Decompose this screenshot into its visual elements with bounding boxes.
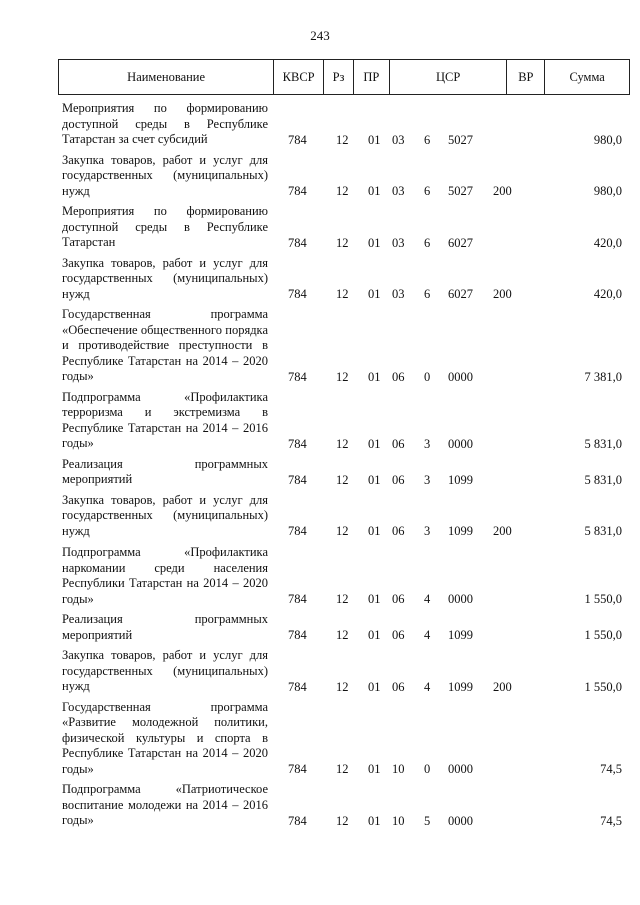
- cell-csr1: 10: [392, 813, 405, 828]
- cell-csr2: 4: [424, 628, 431, 642]
- row-name: Закупка товаров, работ и услуг для государственных (муниципальных) нужд: [62, 255, 268, 301]
- cell-kvsr: 784: [288, 287, 307, 301]
- cell-vr: 200: [493, 524, 512, 538]
- cell-sum: 5 831,0: [584, 472, 622, 487]
- header-csr: ЦСР: [390, 60, 508, 94]
- table-header: [58, 59, 630, 95]
- cell-csr1: 03: [392, 235, 405, 250]
- row-values: [62, 591, 622, 607]
- table-row: [62, 204, 622, 251]
- row-name: Подпрограмма «Профилактика терроризма и экстремизма в Республике Татарстан на 2014 – 2016 годы»: [62, 389, 268, 450]
- row-values: [62, 286, 622, 302]
- cell-csr2: 6: [424, 184, 431, 198]
- cell-vr: 200: [493, 287, 512, 301]
- cell-rz: 12: [336, 762, 349, 776]
- cell-csr3: 0000: [448, 592, 473, 606]
- table-row: [62, 612, 622, 643]
- cell-csr2: 0: [424, 762, 431, 776]
- cell-csr1: 06: [392, 472, 405, 487]
- cell-kvsr: 784: [288, 235, 307, 250]
- cell-kvsr: 784: [288, 628, 307, 642]
- cell-rz: 12: [336, 184, 349, 198]
- cell-csr2: 0: [424, 369, 431, 384]
- cell-rz: 12: [336, 436, 349, 451]
- cell-pr: 01: [368, 235, 381, 250]
- cell-csr2: 5: [424, 813, 431, 828]
- cell-pr: 01: [368, 679, 381, 694]
- header-sum: Сумма: [569, 69, 605, 84]
- row-name: Закупка товаров, работ и услуг для государственных (муниципальных) нужд: [62, 152, 268, 198]
- row-values: [62, 679, 622, 695]
- cell-sum: 1 550,0: [584, 628, 622, 642]
- cell-pr: 01: [368, 762, 381, 776]
- header-rz: Рз: [324, 60, 354, 94]
- cell-pr: 01: [368, 184, 381, 198]
- cell-kvsr: 784: [288, 184, 307, 198]
- cell-kvsr: 784: [288, 679, 307, 694]
- cell-pr: 01: [368, 132, 381, 147]
- row-name: Подпрограмма «Профилактика наркомании среди населения Республики Татарстан на 2014 – 2020 годы»: [62, 545, 268, 606]
- header-pr: ПР: [354, 60, 390, 94]
- cell-csr1: 06: [392, 369, 405, 384]
- cell-csr3: 5027: [448, 132, 473, 147]
- table-row: [62, 493, 622, 540]
- header-name: Наименование: [59, 60, 274, 94]
- cell-csr3: 1099: [448, 628, 473, 642]
- header-kvsr: КВСР: [274, 60, 324, 94]
- row-values: [62, 523, 622, 539]
- cell-pr: 01: [368, 628, 381, 642]
- table-row: [62, 545, 622, 607]
- cell-kvsr: 784: [288, 369, 307, 384]
- table-body: [62, 96, 622, 829]
- cell-csr3: 5027: [448, 184, 473, 198]
- cell-sum: 5 831,0: [584, 524, 622, 538]
- cell-csr1: 03: [392, 184, 405, 198]
- row-name: Государственная программа «Обеспечение общественного порядка и противодействие преступности в Республике Татарстан на 2014 – 2020 годы»: [62, 307, 268, 383]
- cell-pr: 01: [368, 369, 381, 384]
- row-name: Мероприятия по формированию доступной среды в Республике Татарстан за счет субсидий: [62, 101, 268, 146]
- cell-pr: 01: [368, 524, 381, 538]
- cell-pr: 01: [368, 436, 381, 451]
- cell-pr: 01: [368, 472, 381, 487]
- cell-vr: 200: [493, 184, 512, 198]
- row-values: [62, 369, 622, 385]
- cell-csr2: 6: [424, 235, 431, 250]
- table-row: [62, 101, 622, 148]
- cell-kvsr: 784: [288, 592, 307, 606]
- cell-csr2: 6: [424, 287, 431, 301]
- cell-rz: 12: [336, 628, 349, 642]
- cell-sum: 420,0: [593, 287, 622, 301]
- cell-rz: 12: [336, 592, 349, 606]
- cell-csr2: 3: [424, 524, 431, 538]
- cell-sum: 420,0: [593, 235, 622, 250]
- cell-rz: 12: [336, 813, 349, 828]
- row-values: [62, 472, 622, 488]
- cell-kvsr: 784: [288, 132, 307, 147]
- cell-kvsr: 784: [288, 524, 307, 538]
- cell-csr3: 1099: [448, 524, 473, 538]
- row-name: Подпрограмма «Патриотическое воспитание молодежи на 2014 – 2016 годы»: [62, 782, 268, 827]
- row-values: [62, 183, 622, 199]
- cell-csr2: 3: [424, 436, 431, 451]
- row-name: Мероприятия по формированию доступной среды в Республике Татарстан: [62, 204, 268, 249]
- table-row: [62, 457, 622, 488]
- row-values: [62, 627, 622, 643]
- row-name: Закупка товаров, работ и услуг для государственных (муниципальных) нужд: [62, 648, 268, 693]
- row-name: Реализация программных мероприятий: [62, 612, 268, 642]
- cell-csr2: 3: [424, 472, 431, 487]
- page-number: 243: [310, 28, 330, 43]
- cell-pr: 01: [368, 813, 381, 828]
- cell-csr2: 4: [424, 592, 431, 606]
- table-row: [62, 153, 622, 200]
- row-values: [62, 813, 622, 829]
- cell-vr: 200: [493, 679, 512, 694]
- header-vr: ВР: [507, 60, 545, 94]
- cell-csr3: 0000: [448, 369, 473, 384]
- cell-csr3: 1099: [448, 679, 473, 694]
- row-values: [62, 436, 622, 452]
- cell-csr1: 06: [392, 679, 405, 694]
- row-values: [62, 132, 622, 148]
- table-row: [62, 390, 622, 452]
- cell-sum: 74,5: [600, 813, 622, 828]
- cell-csr3: 0000: [448, 762, 473, 776]
- cell-csr1: 03: [392, 287, 405, 301]
- cell-sum: 1 550,0: [584, 592, 622, 606]
- row-name: Государственная программа «Развитие молодежной политики, физической культуры и спорта в Республике Татарстан на 2014 – 2020 годы»: [62, 699, 268, 776]
- cell-csr2: 6: [424, 132, 431, 147]
- cell-sum: 7 381,0: [584, 369, 622, 384]
- cell-rz: 12: [336, 235, 349, 250]
- row-values: [62, 235, 622, 251]
- cell-rz: 12: [336, 472, 349, 487]
- cell-sum: 980,0: [593, 132, 622, 147]
- row-name: Реализация программных мероприятий: [62, 456, 268, 486]
- cell-sum: 1 550,0: [584, 679, 622, 694]
- cell-csr1: 10: [392, 762, 405, 776]
- cell-rz: 12: [336, 132, 349, 147]
- cell-csr3: 0000: [448, 813, 473, 828]
- cell-rz: 12: [336, 287, 349, 301]
- table-row: [62, 782, 622, 829]
- cell-sum: 5 831,0: [584, 436, 622, 451]
- cell-csr3: 6027: [448, 235, 473, 250]
- cell-csr1: 06: [392, 524, 405, 538]
- table-row: [62, 700, 622, 778]
- cell-kvsr: 784: [288, 813, 307, 828]
- cell-kvsr: 784: [288, 472, 307, 487]
- cell-csr3: 0000: [448, 436, 473, 451]
- cell-kvsr: 784: [288, 436, 307, 451]
- cell-sum: 980,0: [593, 184, 622, 198]
- cell-csr1: 06: [392, 592, 405, 606]
- cell-csr3: 6027: [448, 287, 473, 301]
- row-values: [62, 761, 622, 777]
- cell-rz: 12: [336, 679, 349, 694]
- cell-rz: 12: [336, 524, 349, 538]
- cell-rz: 12: [336, 369, 349, 384]
- table-row: [62, 256, 622, 303]
- cell-pr: 01: [368, 592, 381, 606]
- cell-csr1: 06: [392, 436, 405, 451]
- cell-sum: 74,5: [600, 762, 622, 776]
- cell-csr1: 06: [392, 628, 405, 642]
- table-row: [62, 307, 622, 385]
- table-row: [62, 648, 622, 695]
- cell-csr1: 03: [392, 132, 405, 147]
- cell-pr: 01: [368, 287, 381, 301]
- row-name: Закупка товаров, работ и услуг для государственных (муниципальных) нужд: [62, 492, 268, 538]
- cell-kvsr: 784: [288, 762, 307, 776]
- cell-csr2: 4: [424, 679, 431, 694]
- cell-csr3: 1099: [448, 472, 473, 487]
